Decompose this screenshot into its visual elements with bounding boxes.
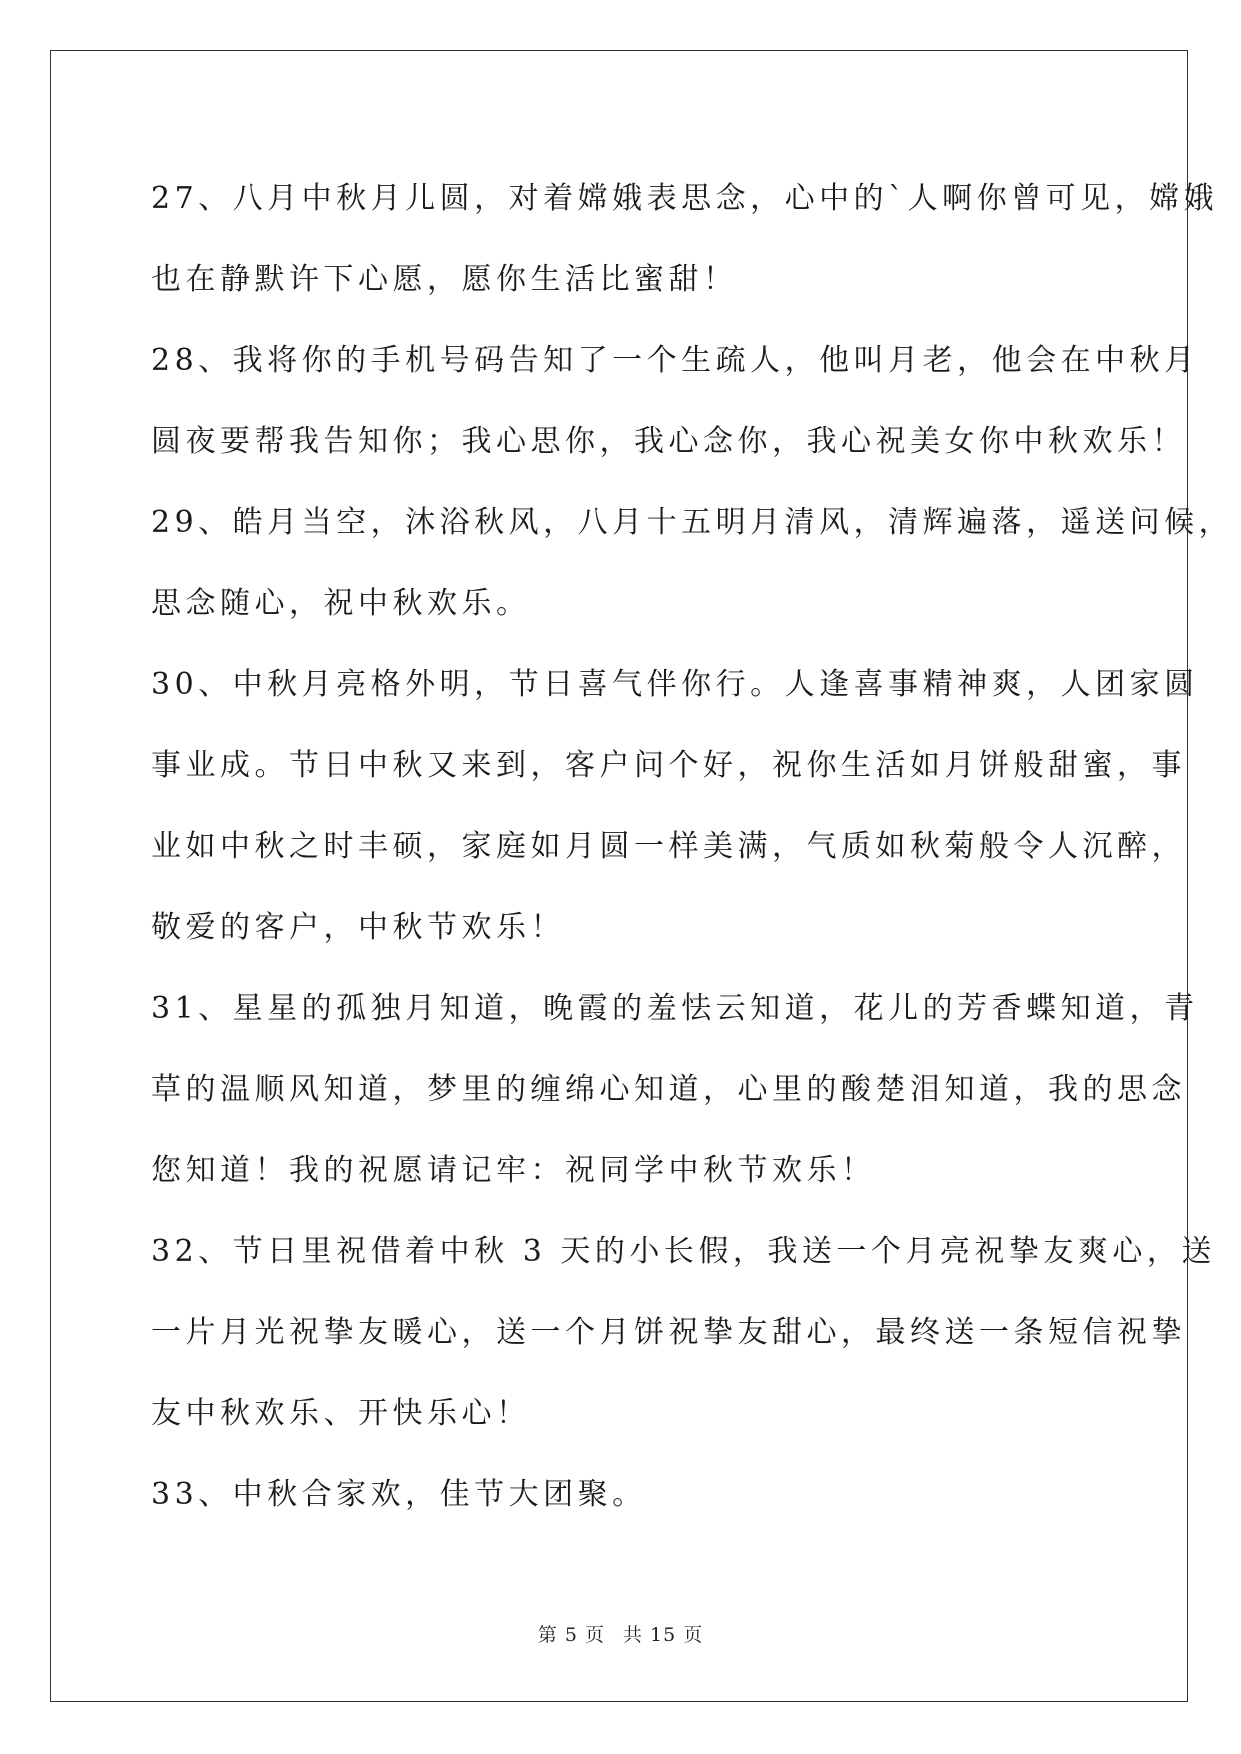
page-number: 第 5 页 xyxy=(537,1624,605,1646)
page-total: 共 15 页 xyxy=(622,1624,704,1646)
paragraph-29 xyxy=(151,482,1234,644)
text-line: 敬爱的客户，中秋节欢乐！ xyxy=(151,910,565,945)
text-line: 业如中秋之时丰硕，家庭如月圆一样美满，气质如秋菊般令人沉醉， xyxy=(151,829,1186,864)
document-body xyxy=(151,158,1234,1535)
paragraph-32 xyxy=(151,1211,1216,1454)
text-line: 事业成。节日中秋又来到，客户问个好，祝你生活如月饼般甜蜜，事 xyxy=(151,748,1186,783)
text-line: 30、中秋月亮格外明，节日喜气伴你行。人逢喜事精神爽，人团家圆 xyxy=(151,667,1199,702)
text-line: 思念随心，祝中秋欢乐。 xyxy=(151,586,531,621)
text-line: 友中秋欢乐、开快乐心！ xyxy=(151,1396,531,1431)
text-line: 29、皓月当空，沐浴秋风，八月十五明月清风，清辉遍落，遥送问候， xyxy=(151,505,1234,540)
paragraph-30 xyxy=(151,644,1199,968)
paragraph-31 xyxy=(151,968,1199,1211)
text-line: 一片月光祝挚友暖心，送一个月饼祝挚友甜心，最终送一条短信祝挚 xyxy=(151,1315,1186,1350)
text-line: 27、八月中秋月儿圆，对着嫦娥表思念，心中的`人啊你曾可见，嫦娥 xyxy=(151,181,1219,216)
text-line: 31、星星的孤独月知道，晚霞的羞怯云知道，花儿的芳香蝶知道，青 xyxy=(151,991,1199,1026)
text-line: 您知道！我的祝愿请记牢：祝同学中秋节欢乐！ xyxy=(151,1153,876,1188)
text-line: 圆夜要帮我告知你；我心思你，我心念你，我心祝美女你中秋欢乐！ xyxy=(151,424,1186,459)
text-line: 也在静默许下心愿，愿你生活比蜜甜！ xyxy=(151,262,738,297)
paragraph-27 xyxy=(151,158,1219,320)
text-line: 28、我将你的手机号码告知了一个生疏人，他叫月老，他会在中秋月 xyxy=(151,343,1199,378)
paragraph-28 xyxy=(151,320,1199,482)
text-line: 32、节日里祝借着中秋 3 天的小长假，我送一个月亮祝挚友爽心，送 xyxy=(151,1234,1216,1269)
paragraph-33 xyxy=(151,1454,1111,1535)
text-line: 33、中秋合家欢，佳节大团聚。 xyxy=(151,1477,647,1512)
text-line: 草的温顺风知道，梦里的缠绵心知道，心里的酸楚泪知道，我的思念 xyxy=(151,1072,1186,1107)
page-footer xyxy=(0,1620,1241,1647)
